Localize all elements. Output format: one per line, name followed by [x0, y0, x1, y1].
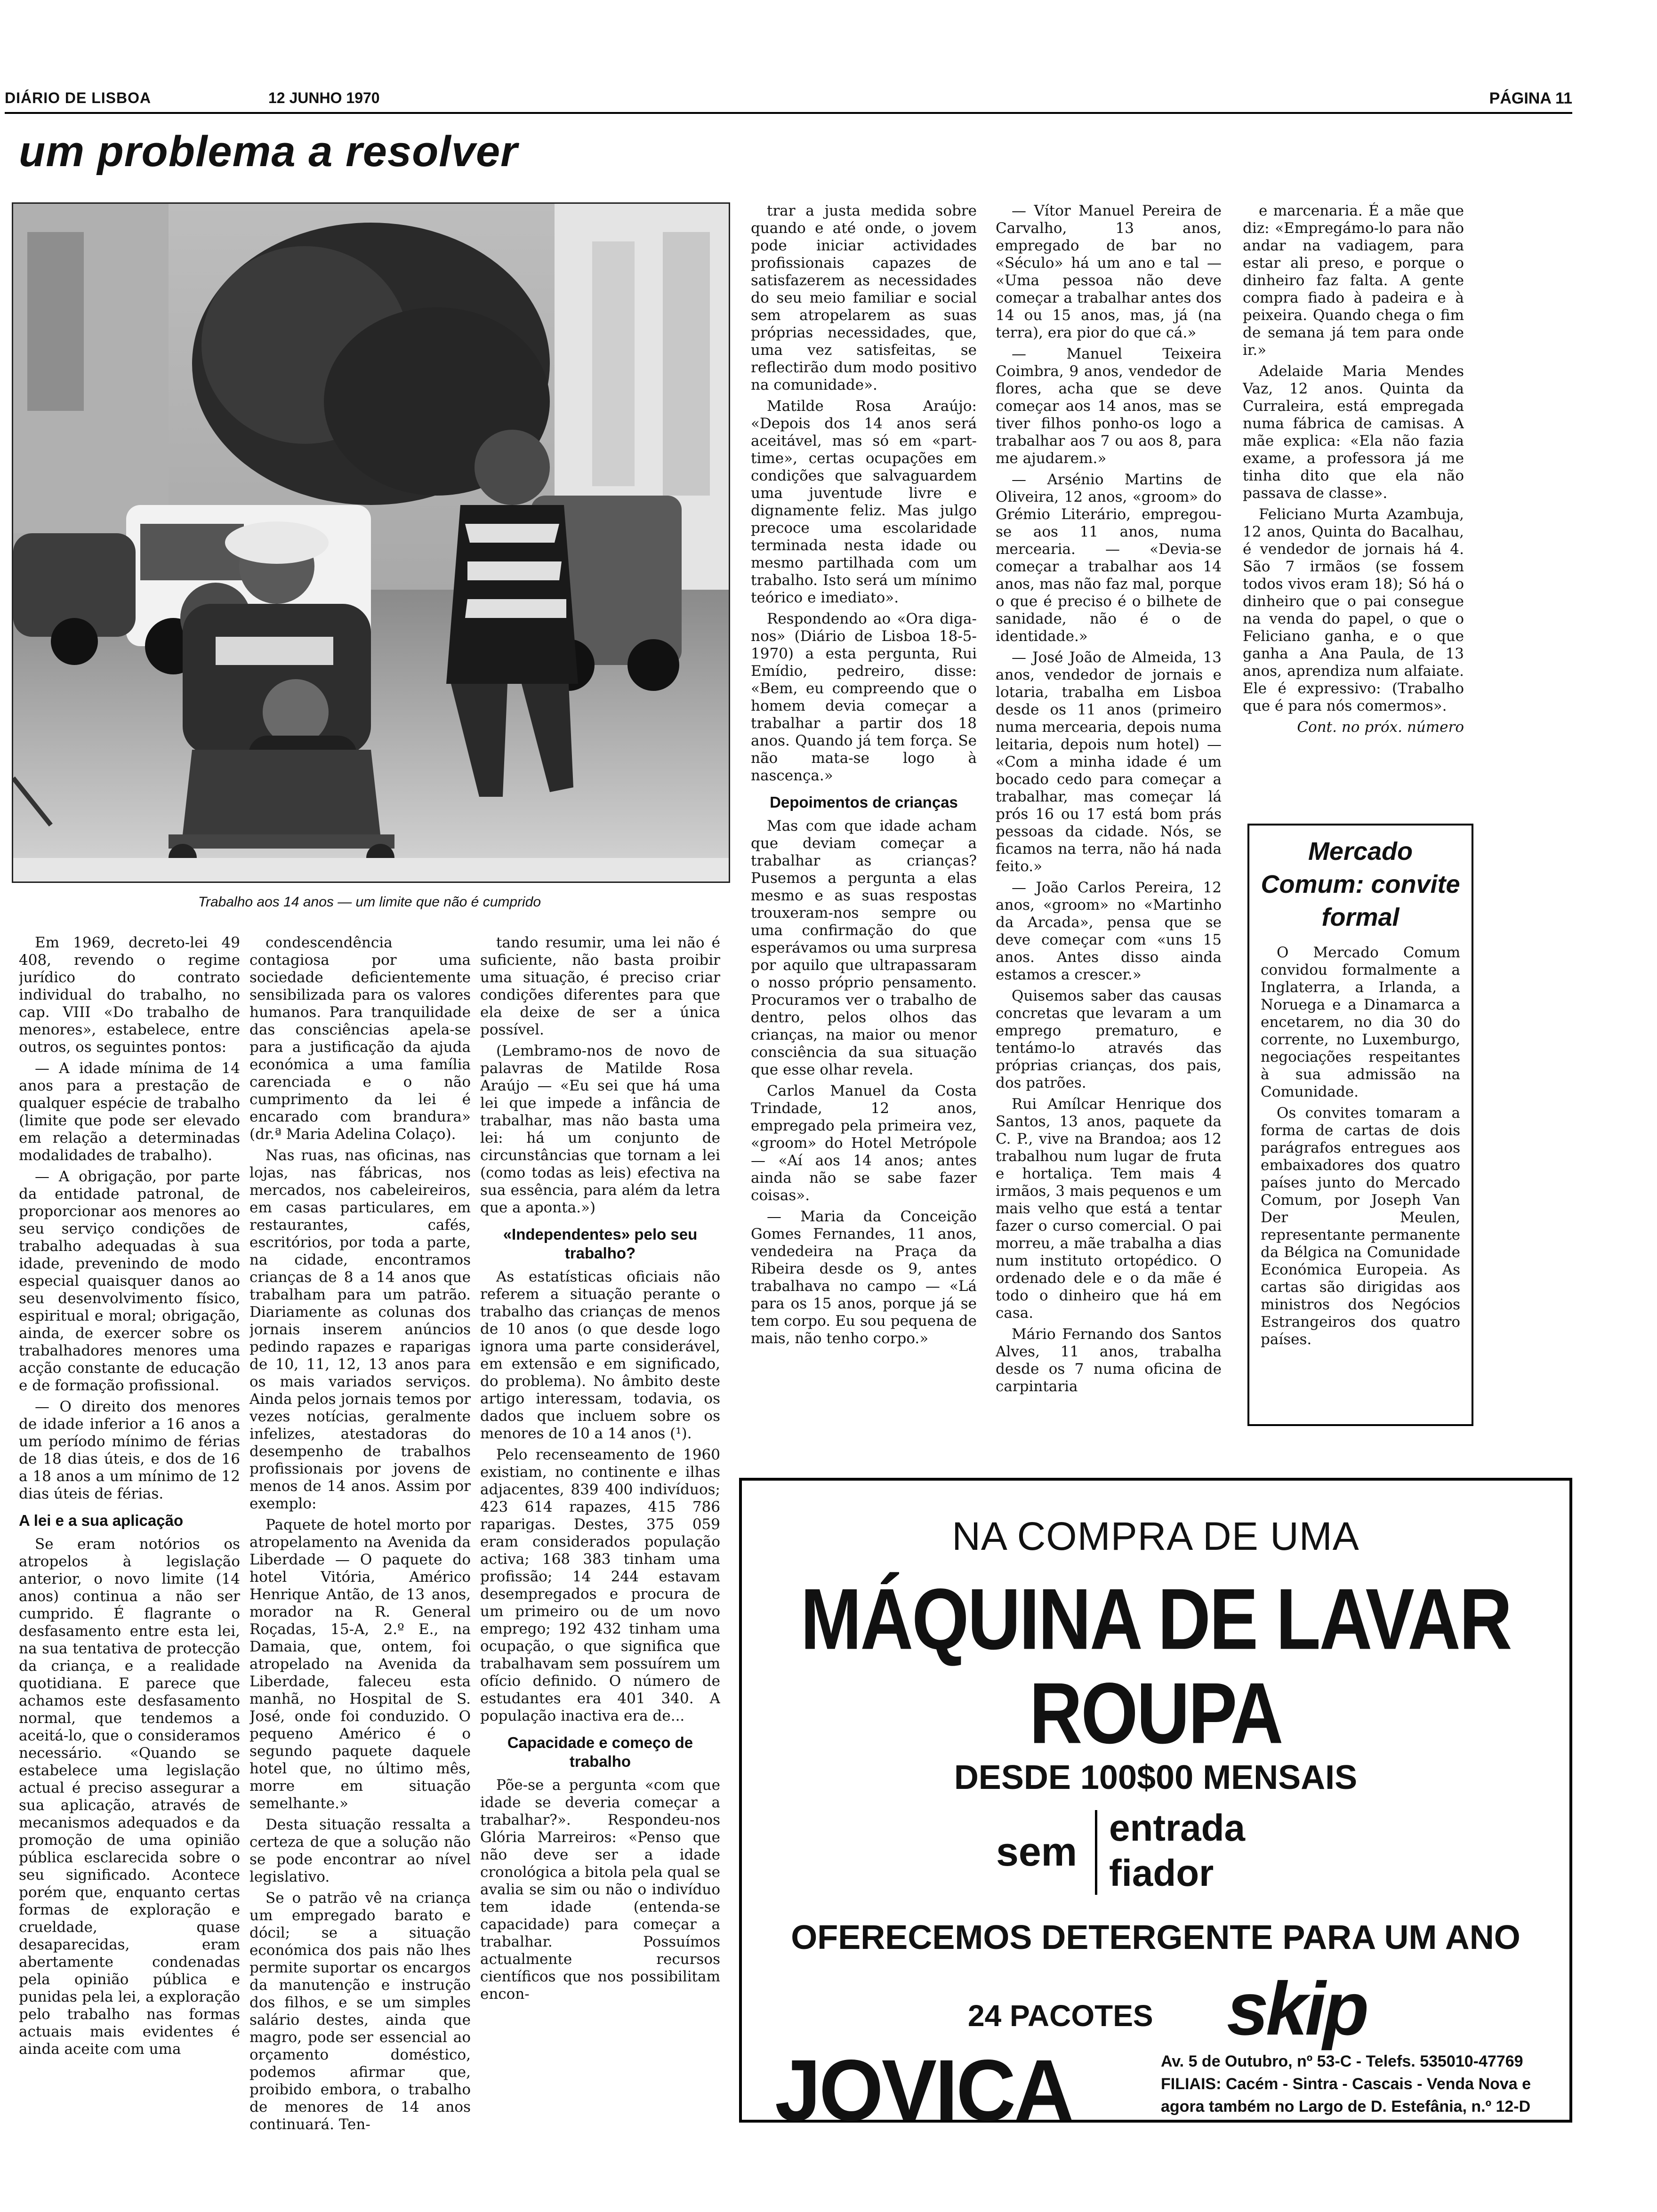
article-column-1	[19, 934, 240, 2139]
section-heading: Capacidade e começo de trabalho	[507, 1734, 693, 1770]
paragraph: Se o patrão vê na criança um empregado barato e dócil; se a situação económica dos pais não lhes permite suportar os encargos da manutenção e instrução dos filhos, e se um simples salário destes, ainda que magro, pode ser essencial ao orçamento doméstico, podemos afirmar que, proibido embora, o trabalho de menores de 14 anos continuará. Ten-	[249, 1890, 471, 2133]
paragraph: — A idade mínima de 14 anos para a prestação de qualquer espécie de trabalho (limite que pode ser elevado em relação a determinadas modalidades de trabalho).	[19, 1060, 240, 1164]
ad-branches-line: FILIAIS: Cacém - Sintra - Cascais - Venda Nova e	[1161, 2075, 1531, 2093]
paragraph: O Mercado Comum convidou formalmente a Inglaterra, a Irlanda, a Noruega e a Dinamarca a encetarem, no dia 30 do corrente, no Luxemburgo, negociações respeitantes à sua admissão na Comunidade.	[1261, 944, 1460, 1100]
paragraph: Respondendo ao «Ora diga-nos» (Diário de Lisboa 18-5-1970) a esta pergunta, Rui Emídio, pedreiro, disse: «Bem, eu compreendo que o homem devia começar a trabalhar a partir dos 18 anos. Quando já tem força. Se não mata-se logo à nascença.»	[751, 610, 977, 784]
article-column-4	[751, 202, 977, 1473]
paragraph: — Maria da Conceição Gomes Fernandes, 11 anos, vendedeira na Praça da Ribeira desde os 9, antes trabalhava no campo — «Lá para os 15 anos, porque já se tem corpo. Eu sou pequena de mais, não tenho corpo.»	[751, 1208, 977, 1347]
jovica-logo: JOVICA	[775, 2042, 1072, 2139]
ad-line-3: ROUPA	[1029, 1665, 1282, 1762]
paragraph: — Arsénio Martins de Oliveira, 12 anos, «groom» do Grémio Literário, empregou-se aos 11 anos, numa mercearia. — «Devia-se começar a trabalhar aos 14 anos, mas não faz mal, porque o que é preciso é o bilhete de sanidade, não é o de identidade.»	[996, 471, 1222, 645]
ad-packs: 24 PACOTES	[968, 1999, 1153, 2033]
section-heading: Depoimentos de crianças	[770, 793, 958, 811]
page-header	[5, 89, 1572, 118]
paragraph: As estatísticas oficiais não referem a situação perante o trabalho das crianças de menos de 10 anos (o que desde logo ignora uma parte considerável, em extensão e em significado, do problema). No âmbito deste artigo interessam, todavia, os dados que incluem sobre os menores de 10 a 14 anos (¹).	[480, 1268, 720, 1442]
section-heading: «Independentes» pelo seu trabalho?	[503, 1226, 698, 1262]
paragraph: (Lembramo-nos de novo de palavras de Matilde Rosa Araújo — «Eu sei que há uma lei que impede a infância de trabalhar, mas não basta uma lei: há um conjunto de circunstâncias que tornam a lei (como todas as leis) efectiva na sua essência, para além da letra que a aponta.»)	[480, 1042, 720, 1216]
page-number: PÁGINA 11	[1489, 89, 1572, 107]
article-title: um problema a resolver	[19, 128, 518, 176]
jovica-advertisement	[739, 1478, 1572, 2139]
paragraph: — A obrigação, por parte da entidade patronal, de proporcionar aos menores ao seu serviço condições de trabalho adequadas à sua idade, prevenindo de modo especial quaisquer danos ao seu desenvolvimento físico, espiritual e moral; obrigação, ainda, de exercer sobre os trabalhadores menores uma acção constante de educação e de formação profissional.	[19, 1168, 240, 1394]
ad-conditions	[1109, 1805, 1245, 1896]
paragraph: Matilde Rosa Araújo: «Depois dos 14 anos será aceitável, mas só em «part-time», certas ocupações em condições que salvaguardem uma juventude livre e dignamente feliz. Mas julgo precoce uma escolaridade terminada nesta idade ou mesmo partilhada com um trabalho. Isto será um mínimo teórico e imediato».	[751, 398, 977, 606]
paragraph: Desta situação ressalta a certeza de que a solução não se pode encontrar ao nível legislativo.	[249, 1816, 471, 1885]
paragraph: condescendência contagiosa por uma sociedade deficientemente sensibilizada para os valores humanos. Para tranquilidade das consciências apela-se para a justificação da ajuda económica a uma família carenciada e o não cumprimento da lei é encarado com brandura» (dr.ª Maria Adelina Colaço).	[249, 934, 471, 1143]
paragraph: Quisemos saber das causas concretas que levaram a um emprego prematuro, e tentámo-lo através das próprias crianças, dos pais, dos patrões.	[996, 987, 1222, 1091]
paragraph: Os convites tomaram a forma de cartas de dois parágrafos entregues aos embaixadores dos quatro países junto do Mercado Comum, por Joseph Van Der Meulen, representante permanente da Bélgica na Comunidade Económica Europeia. As cartas são dirigidas aos ministros dos Negócios Estrangeiros dos quatro países.	[1261, 1105, 1460, 1348]
paragraph: trar a justa medida sobre quando e até onde, o jovem pode iniciar actividades profissionais capazes de satisfazerem as necessidades do seu meio familiar e social sem atropelarem as suas próprias necessidades, que, uma vez satisfeitas, se reflectirão dum modo positivo na comunidade».	[751, 202, 977, 393]
photo-caption: Trabalho aos 14 anos — um limite que não é cumprido	[198, 894, 541, 910]
paragraph: Nas ruas, nas oficinas, nas lojas, nas fábricas, nos mercados, nos cabeleireiros, em casas particulares, em restaurantes, cafés, escritórios, por toda a parte, na cidade, encontramos crianças de 8 a 14 anos que trabalham para um patrão. Diariamente as colunas dos jornais inserem anúncios pedindo rapazes e raparigas de 10, 11, 12, 13 anos para os mais variados serviços. Ainda pelos jornais temos por vezes notícias, geralmente infelizes, atestadoras do desempenho de trabalhos profissionais por jovens de menos de 14 anos. Assim por exemplo:	[249, 1147, 471, 1512]
continued-note: Cont. no próx. número	[1297, 719, 1464, 736]
article-column-2	[249, 934, 471, 2139]
ad-line-1: NA COMPRA DE UMA	[952, 1514, 1359, 1558]
paragraph: Carlos Manuel da Costa Trindade, 12 anos, empregado pela primeira vez, «groom» do Hotel Metrópole — «Aí aos 14 anos; antes ainda não se sabe fazer coisas».	[751, 1082, 977, 1204]
ad-divider	[1095, 1810, 1097, 1895]
ad-sem: sem	[996, 1829, 1078, 1875]
article-column-5	[996, 202, 1222, 1473]
paragraph: — Vítor Manuel Pereira de Carvalho, 13 anos, empregado de bar no «Século» há um ano e tal — «Uma pessoa não deve começar a trabalhar antes dos 14 ou 15 anos, mas, já (na terra), era pior do que cá.»	[996, 202, 1222, 341]
children-street-photo	[13, 204, 729, 882]
paragraph: Mário Fernando dos Santos Alves, 11 anos, trabalha desde os 7 numa oficina de carpintaria	[996, 1326, 1222, 1395]
header-rule	[5, 112, 1572, 114]
paragraph: Mas com que idade acham que deviam começar a trabalhar as crianças? Pusemos a pergunta a elas mesmo e as suas respostas trouxeram-nos sempre ou uma confirmação do que esperávamos ou uma surpresa por aquilo que ultrapassaram o nosso próprio pensamento. Procuramos ver o trabalho de dentro, pelos olhos das crianças, na maior ou menor consciência da sua situação que esse olhar revela.	[751, 817, 977, 1078]
paragraph: Adelaide Maria Mendes Vaz, 12 anos. Quinta da Curraleira, está empregada numa fábrica de camisas. A mãe explica: «Ela não fazia exame, a professora já me tinha dito que ela não passava de classe».	[1243, 363, 1464, 502]
article-column-3	[480, 934, 720, 2139]
paragraph: Feliciano Murta Azambuja, 12 anos, Quinta do Bacalhau, é vendedor de jornais há 4. São 7 irmãos (se fossem todos vivos eram 18); Só há o dinheiro que o pai consegue na venda do papel, o que o Feliciano ganha, e o que ganha a Ana Paula, de 13 anos, aprendiza num alfaiate. Ele é expressivo: (Trabalho que é para nós comermos».	[1243, 506, 1464, 714]
ad-address	[1161, 2050, 1566, 2118]
section-heading: A lei e a sua aplicação	[19, 1512, 184, 1529]
issue-date: 12 JUNHO 1970	[268, 89, 380, 106]
skip-logo: skip	[1227, 1966, 1367, 2051]
ad-branches-line-2: agora também no Largo de D. Estefânia, n.º 12-D	[1161, 2098, 1531, 2116]
paragraph: Pelo recenseamento de 1960 existiam, no continente e ilhas adjacentes, 839 400 indivíduos; 423 614 rapazes, 415 786 raparigas. Destes, 375 059 eram considerados população activa; 168 383 tinham uma profissão; 14 244 estavam desempregados e procura de um primeiro ou de um novo emprego; 192 432 tinham uma ocupação, o que significa que trabalhavam sem possuírem um ofício definido. O número de estudantes era 401 340. A população inactiva era de...	[480, 1446, 720, 1724]
paragraph: Põe-se a pergunta «com que idade se deveria começar a trabalhar?». Respondeu-nos Glória Marreiros: «Penso que não deve ser a idade cronológica a bitola pela qual se avalia se sim ou não o indivíduo tem idade (entenda-se capacidade) para começar a trabalhar. Possuímos actualmente recursos científicos que nos possibilitam encon-	[480, 1777, 720, 2003]
paragraph: e marcenaria. É a mãe que diz: «Empregámo-lo para não andar na vadiagem, para estar ali preso, e porque o dinheiro faz falta. A gente compra fiado à padeira e à peixeira. Quando chega o fim de semana já tem para onde ir.»	[1243, 202, 1464, 359]
paragraph: — José João de Almeida, 13 anos, vendedor de jornais e lotaria, trabalha em Lisboa desde os 11 anos (primeiro numa mercearia, depois numa leitaria, depois num hotel) — «Com a minha idade é um bocado cedo para começar a trabalhar, mas começar lá prós 16 ou 17 está bom prás pessoas da cidade. Nós, se ficamos na terra, não há nada feito.»	[996, 649, 1222, 875]
paragraph: — Manuel Teixeira Coimbra, 9 anos, vendedor de flores, acha que se deve começar aos 14 anos, mas se tiver filhos ponho-os logo a trabalhar aos 7 ou aos 8, para me ajudarem.»	[996, 345, 1222, 467]
ad-fiador: fiador	[1109, 1852, 1214, 1894]
paragraph: Paquete de hotel morto por atropelamento na Avenida da Liberdade — O paquete do hotel Vitória, Américo Henrique Antão, de 13 anos, morador na R. General Roçadas, 15-A, 2.º E., na Damaia, que, ontem, foi atropelado na Avenida da Liberdade, faleceu esta manhã, no Hospital de S. José, onde foi conduzido. O pequeno Américo é o segundo paquete daquele hotel que, no último mês, morre em situação semelhante.»	[249, 1516, 471, 1812]
ad-offer: OFERECEMOS DETERGENTE PARA UM ANO	[791, 1919, 1520, 1956]
ad-entrada: entrada	[1109, 1807, 1245, 1849]
paragraph: Se eram notórios os atropelos à legislação anterior, o novo limite (14 anos) continua a não ser cumprido. É flagrante o desfasamento entre esta lei, na sua tentativa de protecção da criança, e a realidade quotidiana. E parece que achamos este desfasamento normal, que tendemos a aceitá-lo, que o consideramos necessário. «Quando se estabelece uma legislação actual é preciso assegurar a sua aplicação, através de mecanismos adequados e da promoção de uma opinião pública esclarecida sobre o seu significado. Acontece porém que, enquanto certas formas de exploração e crueldade, quase desaparecidas, eram abertamente condenadas pela opinião pública e punidas pela lei, a exploração pelo trabalho nas formas actuais mais evidentes é ainda aceite com uma	[19, 1536, 240, 2058]
ad-price: DESDE 100$00 MENSAIS	[954, 1759, 1358, 1796]
ad-line-2: MÁQUINA DE LAVAR	[800, 1571, 1511, 1668]
article-column-6	[1243, 202, 1464, 800]
paragraph: — João Carlos Pereira, 12 anos, «groom» no «Martinho da Arcada», pensa que se deve começar com «uns 15 anos. Antes disso ainda estamos a crescer.»	[996, 879, 1222, 983]
mercado-comum-box	[1247, 824, 1473, 1426]
newspaper-name: DIÁRIO DE LISBOA	[5, 89, 152, 106]
ad-address-line: Av. 5 de Outubro, nº 53-C - Telefs. 535010-47769	[1161, 2052, 1523, 2070]
paragraph: — O direito dos menores de idade inferior a 16 anos a um período mínimo de férias de 18 dias úteis, e dos de 16 a 18 anos a um mínimo de 12 dias úteis de férias.	[19, 1398, 240, 1502]
article-photo	[12, 202, 730, 883]
mercado-title: Mercado Comum: convite formal	[1261, 837, 1460, 931]
paragraph: Rui Amílcar Henrique dos Santos, 13 anos, paquete da C. P., vive na Brandoa; aos 12 trabalhou num lugar de fruta e hortaliça. Tem mais 4 irmãos, 3 mais pequenos e um mais velho que está a tentar fazer o curso comercial. O pai morreu, a mãe trabalha a dias num instituto ortopédico. O ordenado dele e o da mãe é todo o dinheiro que há em casa.	[996, 1096, 1222, 1322]
paragraph: Em 1969, decreto-lei 49 408, revendo o regime jurídico do contrato individual do trabalho, no cap. VIII «Do trabalho de menores», estabelece, entre outros, os seguintes pontos:	[19, 934, 240, 1056]
paragraph: tando resumir, uma lei não é suficiente, não basta proibir uma situação, é preciso criar condições diferentes para que ela deixe de ser a única possível.	[480, 934, 720, 1038]
